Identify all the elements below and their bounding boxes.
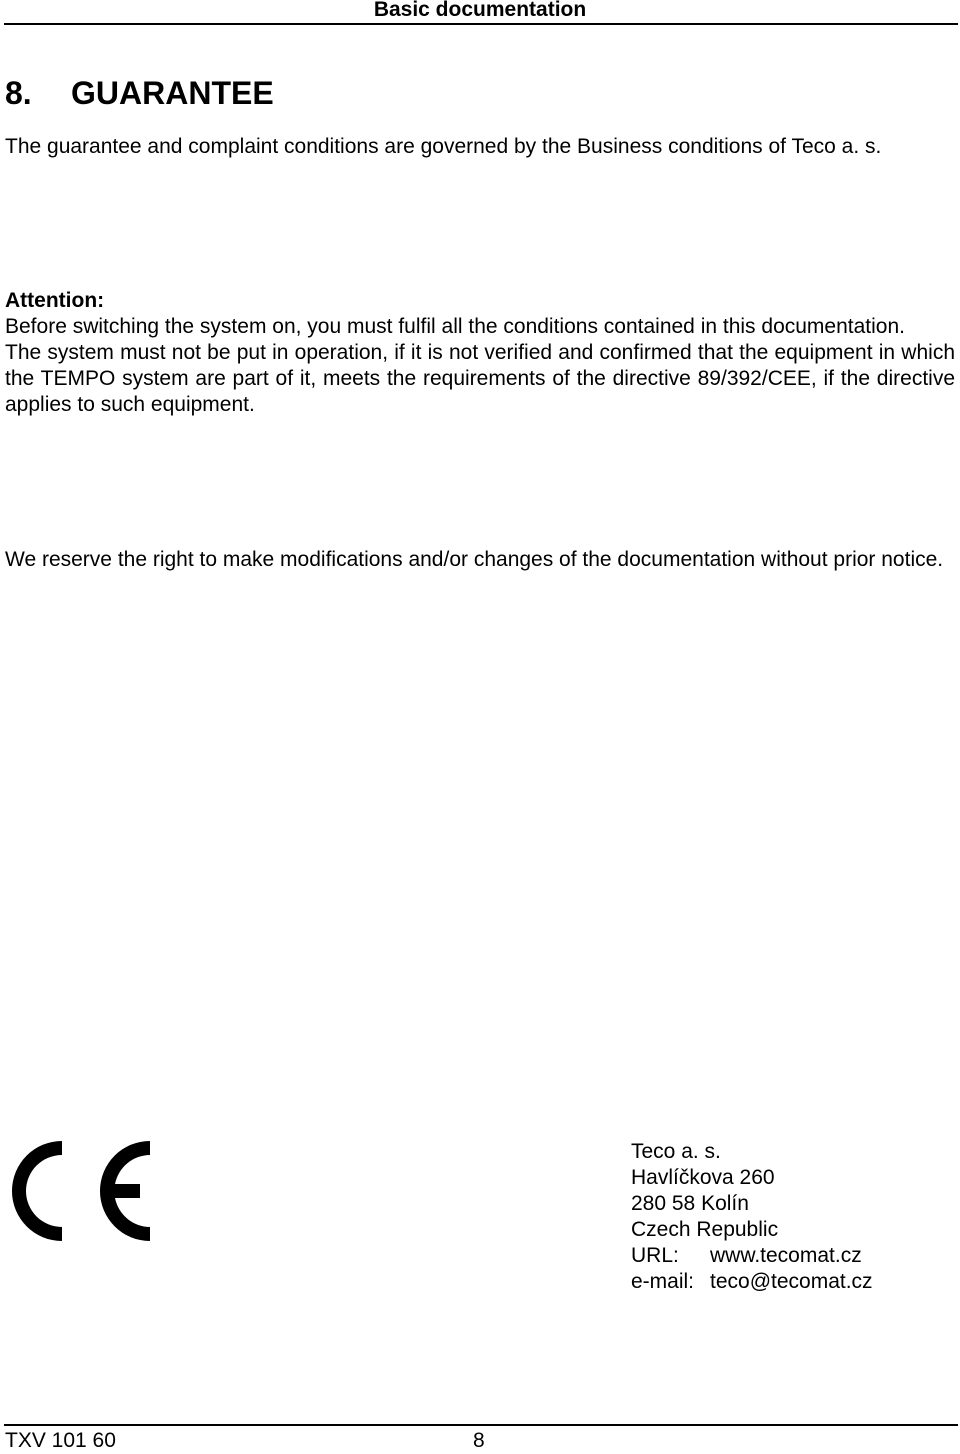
- guarantee-paragraph: The guarantee and complaint conditions are governed by the Business conditions of Teco a. s.: [5, 135, 882, 158]
- company-address: [631, 1139, 873, 1295]
- company-street: Havlíčkova 260: [631, 1166, 775, 1189]
- company-email[interactable]: teco@tecomat.cz: [710, 1270, 873, 1293]
- attention-paragraph-2: The system must not be put in operation, if it is not verified and confirmed that the equipment in which the TEMPO system are part of it, meets the requirements of the directive 89/392/CEE, if the directive applies to such equipment.: [5, 341, 955, 416]
- attention-paragraph-1: Before switching the system on, you must fulfil all the conditions contained in this documentation.: [5, 315, 905, 338]
- section-number: 8.: [5, 75, 32, 111]
- reserve-rights-paragraph: We reserve the right to make modifications and/or changes of the documentation without prior notice.: [5, 548, 944, 571]
- footer-doc-number: TXV 101 60: [5, 1429, 116, 1452]
- page-header-title: Basic documentation: [373, 0, 587, 21]
- section-heading: [5, 74, 274, 112]
- company-city: 280 58 Kolín: [631, 1192, 749, 1215]
- url-label: URL:: [631, 1244, 679, 1267]
- header-divider: [4, 23, 958, 25]
- company-url[interactable]: www.tecomat.cz: [710, 1244, 862, 1267]
- email-label: e-mail:: [631, 1270, 695, 1293]
- section-title: GUARANTEE: [71, 75, 274, 111]
- footer-divider: [4, 1424, 958, 1426]
- attention-block: [5, 288, 955, 418]
- ce-mark-icon: [4, 1135, 154, 1247]
- company-country: Czech Republic: [631, 1218, 779, 1241]
- footer-page-number: 8: [473, 1429, 485, 1452]
- company-url-row: [631, 1243, 873, 1269]
- attention-label: Attention:: [5, 289, 105, 312]
- company-name: Teco a. s.: [631, 1140, 721, 1163]
- company-email-row: [631, 1269, 873, 1295]
